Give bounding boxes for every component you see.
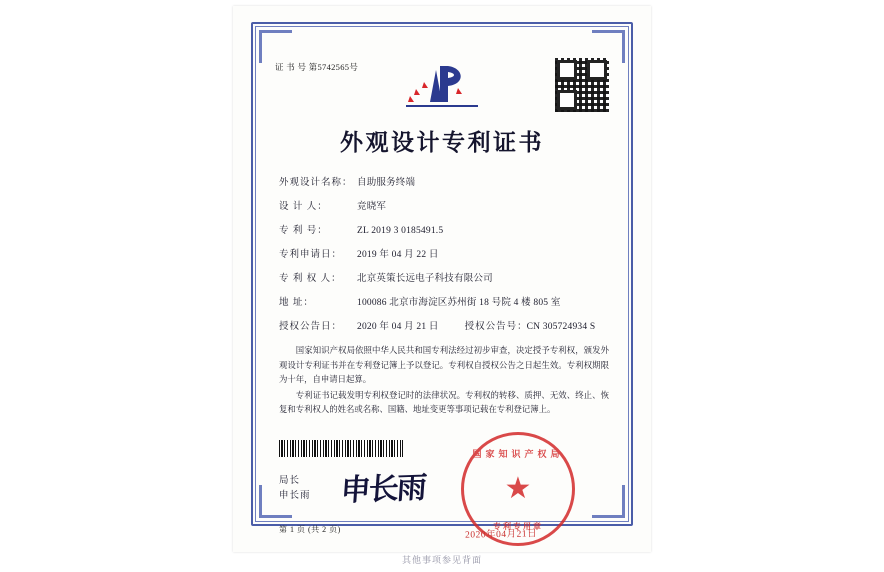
field-row: [279, 291, 611, 315]
seal-bottom-text: 专利专用章: [493, 522, 543, 531]
barcode: [279, 440, 403, 457]
corner-ornament-bottom-right: [592, 485, 625, 518]
field-row: [279, 267, 611, 291]
legal-paragraph-1: 国家知识产权局依照中华人民共和国专利法经过初步审查，决定授予专利权，颁发外观设计专利证书并在专利登记簿上予以登记。专利权自授权公告之日起生效。专利权期限为十年，自申请日起算。: [279, 346, 609, 384]
certificate-number: 证 书 号 第5742565号: [275, 62, 359, 72]
cnipa-logo-icon: [402, 62, 482, 114]
field-label: 专利申请日：: [279, 250, 343, 260]
grant-number-label: 授权公告号：: [464, 322, 528, 332]
seal-date: 2020年04月21日: [464, 529, 538, 541]
grant-number-value: CN 305724934 S: [526, 322, 596, 332]
field-label: 外观设计名称：: [279, 178, 353, 188]
field-row: [279, 243, 611, 267]
corner-ornament-top-left: [259, 30, 292, 63]
certificate-title: 外观设计专利证书: [340, 129, 544, 156]
grant-date-label: 授权公告日：: [279, 322, 343, 332]
field-label: 地 址：: [279, 298, 314, 308]
field-label: 专 利 号：: [279, 226, 328, 236]
bottom-note: 其他事项参见背面: [401, 555, 482, 565]
patent-certificate: [233, 6, 651, 552]
legal-text: [279, 344, 609, 419]
star-icon: ★: [504, 472, 532, 505]
field-value: 100086 北京市海淀区苏州街 18 号院 4 楼 805 室: [357, 298, 561, 308]
legal-paragraph-2: 专利证书记载发明专利权登记时的法律状况。专利权的转移、质押、无效、终止、恢复和专利权人的姓名或名称、国籍、地址变更等事项记载在专利登记簿上。: [279, 390, 609, 414]
director-name: 申长雨: [279, 491, 311, 501]
grant-date-value: 2020 年 04 月 21 日: [357, 322, 439, 332]
field-row: [279, 219, 611, 243]
field-value: 自助服务终端: [357, 178, 416, 188]
field-value: ZL 2019 3 0185491.5: [357, 226, 444, 236]
page-footer: 第 1 页 (共 2 页): [279, 525, 341, 534]
field-row: [279, 195, 611, 219]
field-label: 设 计 人：: [279, 202, 328, 212]
seal-top-text: 国家知识产权局: [472, 449, 564, 459]
certificate-fields: [279, 171, 611, 339]
field-row: [279, 171, 611, 195]
field-value: 竞晓军: [357, 202, 387, 212]
signature-block: [279, 474, 311, 504]
field-value: 2019 年 04 月 22 日: [357, 250, 439, 260]
field-row-grant: [279, 315, 611, 339]
director-label: 局长: [279, 476, 301, 486]
field-label: 专 利 权 人：: [279, 274, 342, 284]
qr-code-icon: [555, 58, 609, 112]
field-value: 北京英策长远电子科技有限公司: [357, 274, 493, 284]
handwritten-signature: 申长雨: [339, 470, 427, 509]
